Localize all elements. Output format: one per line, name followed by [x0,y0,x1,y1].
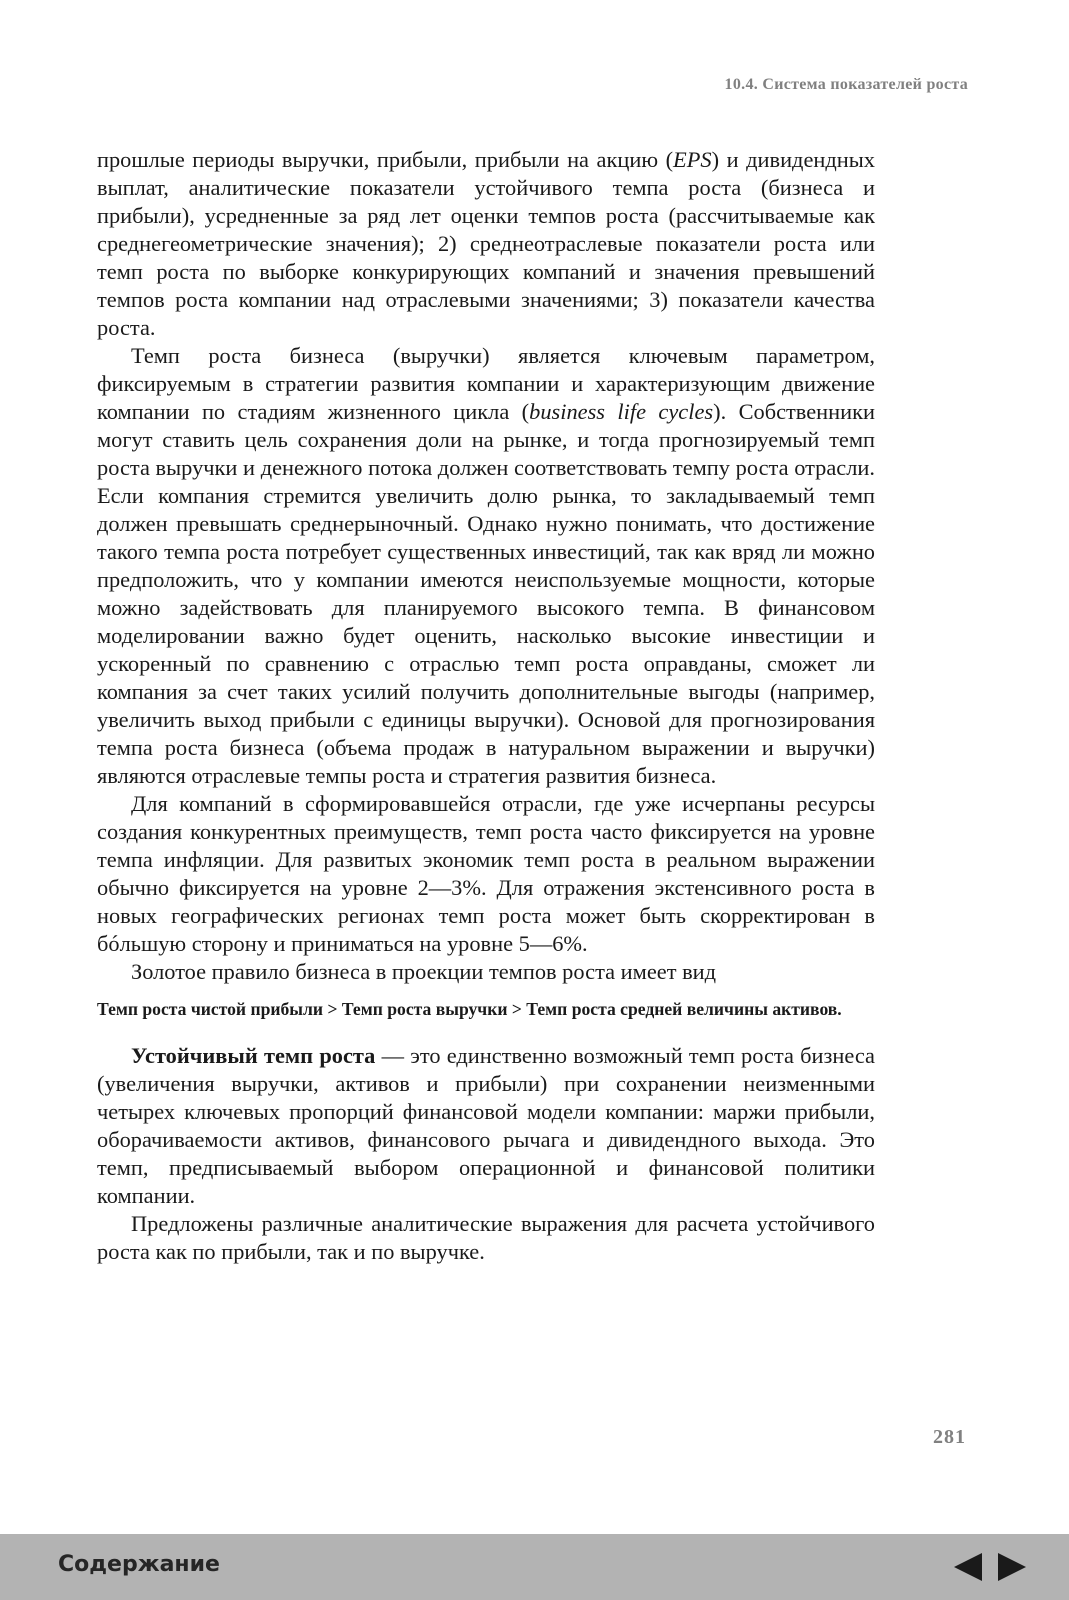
triangle-right-icon [996,1552,1028,1582]
paragraph-5: Устойчивый темп роста — это единственно возможный темп роста бизнеса (увеличения выручки, активов и прибыли) при сохранении неизменными четырех ключевых пропорций финансовой модели компании: маржи прибыли, оборачиваемости активов, финансового рычага и дивидендного выхода. Это темп, предписываемый выбором операционной и финансовой политики компании. [97,1043,875,1208]
next-page-button[interactable] [996,1552,1028,1582]
triangle-left-icon [952,1552,984,1582]
body-text [97,146,875,1266]
table-of-contents-link[interactable]: Содержание [58,1552,220,1577]
footer-navigation-bar [0,1534,1069,1600]
page-number: 281 [933,1426,966,1448]
golden-rule: Темп роста чистой прибыли > Темп роста выручки > Темп роста средней величины активов. [97,999,842,1019]
business-life-cycles-term: business life cycles [529,399,714,424]
previous-page-button[interactable] [952,1552,984,1582]
definition-term: Устойчивый темп роста [131,1043,376,1068]
paragraph-2: Темп роста бизнеса (выручки) является ключевым параметром, фиксируемым в стратегии развития компании и характеризующим движение компании по стадиям жизненного цикла (business life cycles). Собственники могут ставить цель сохранения доли на рынке, и тогда прогнозируемый темп роста выручки и денежного потока должен соответствовать темпу роста отрасли. Если компания стремится увеличить долю рынка, то закладываемый темп должен превышать среднерыночный. Однако нужно понимать, что достижение такого темпа роста потребует существенных инвестиций, так как вряд ли можно предположить, что у компании имеются неиспользуемые мощности, которые можно задействовать для планируемого высокого темпа. В финансовом моделировании важно будет оценить, насколько высокие инвестиции и ускоренный по сравнению с отраслью темп роста оправданы, сможет ли компания за счет таких усилий получить дополнительные выгоды (например, увеличить выход прибыли с единицы выручки). Основой для прогнозирования темпа роста бизнеса (объема продаж в натуральном выражении и выручки) являются отраслевые темпы роста и стратегия развития бизнеса. [97,343,875,788]
paragraph-6: Предложены различные аналитические выражения для расчета устойчивого роста как по прибыли, так и по выручке. [97,1211,875,1264]
running-header: 10.4. Система показателей роста [724,76,968,93]
eps-term: EPS [673,147,712,172]
paragraph-1: прошлые периоды выручки, прибыли, прибыли на акцию (EPS) и дивидендных выплат, аналитические показатели устойчивого темпа роста (бизнеса и прибыли), усредненные за ряд лет оценки темпов роста (рассчитываемые как среднегеометрические значения); 2) среднеотраслевые показатели роста или темп роста по выборке конкурирующих компаний и значения превышений темпов роста компании над отраслевыми значениями; 3) показатели качества роста. [97,147,875,340]
paragraph-3: Для компаний в сформировавшейся отрасли, где уже исчерпаны ресурсы создания конкурентных преимуществ, темп роста часто фиксируется на уровне темпа инфляции. Для развитых экономик темп роста в реальном выражении обычно фиксируется на уровне 2—3%. Для отражения экстенсивного роста в новых географических регионах темп роста может быть скорректирован в бóльшую сторону и приниматься на уровне 5—6%. [97,791,875,956]
paragraph-4: Золотое правило бизнеса в проекции темпов роста имеет вид [131,959,717,984]
